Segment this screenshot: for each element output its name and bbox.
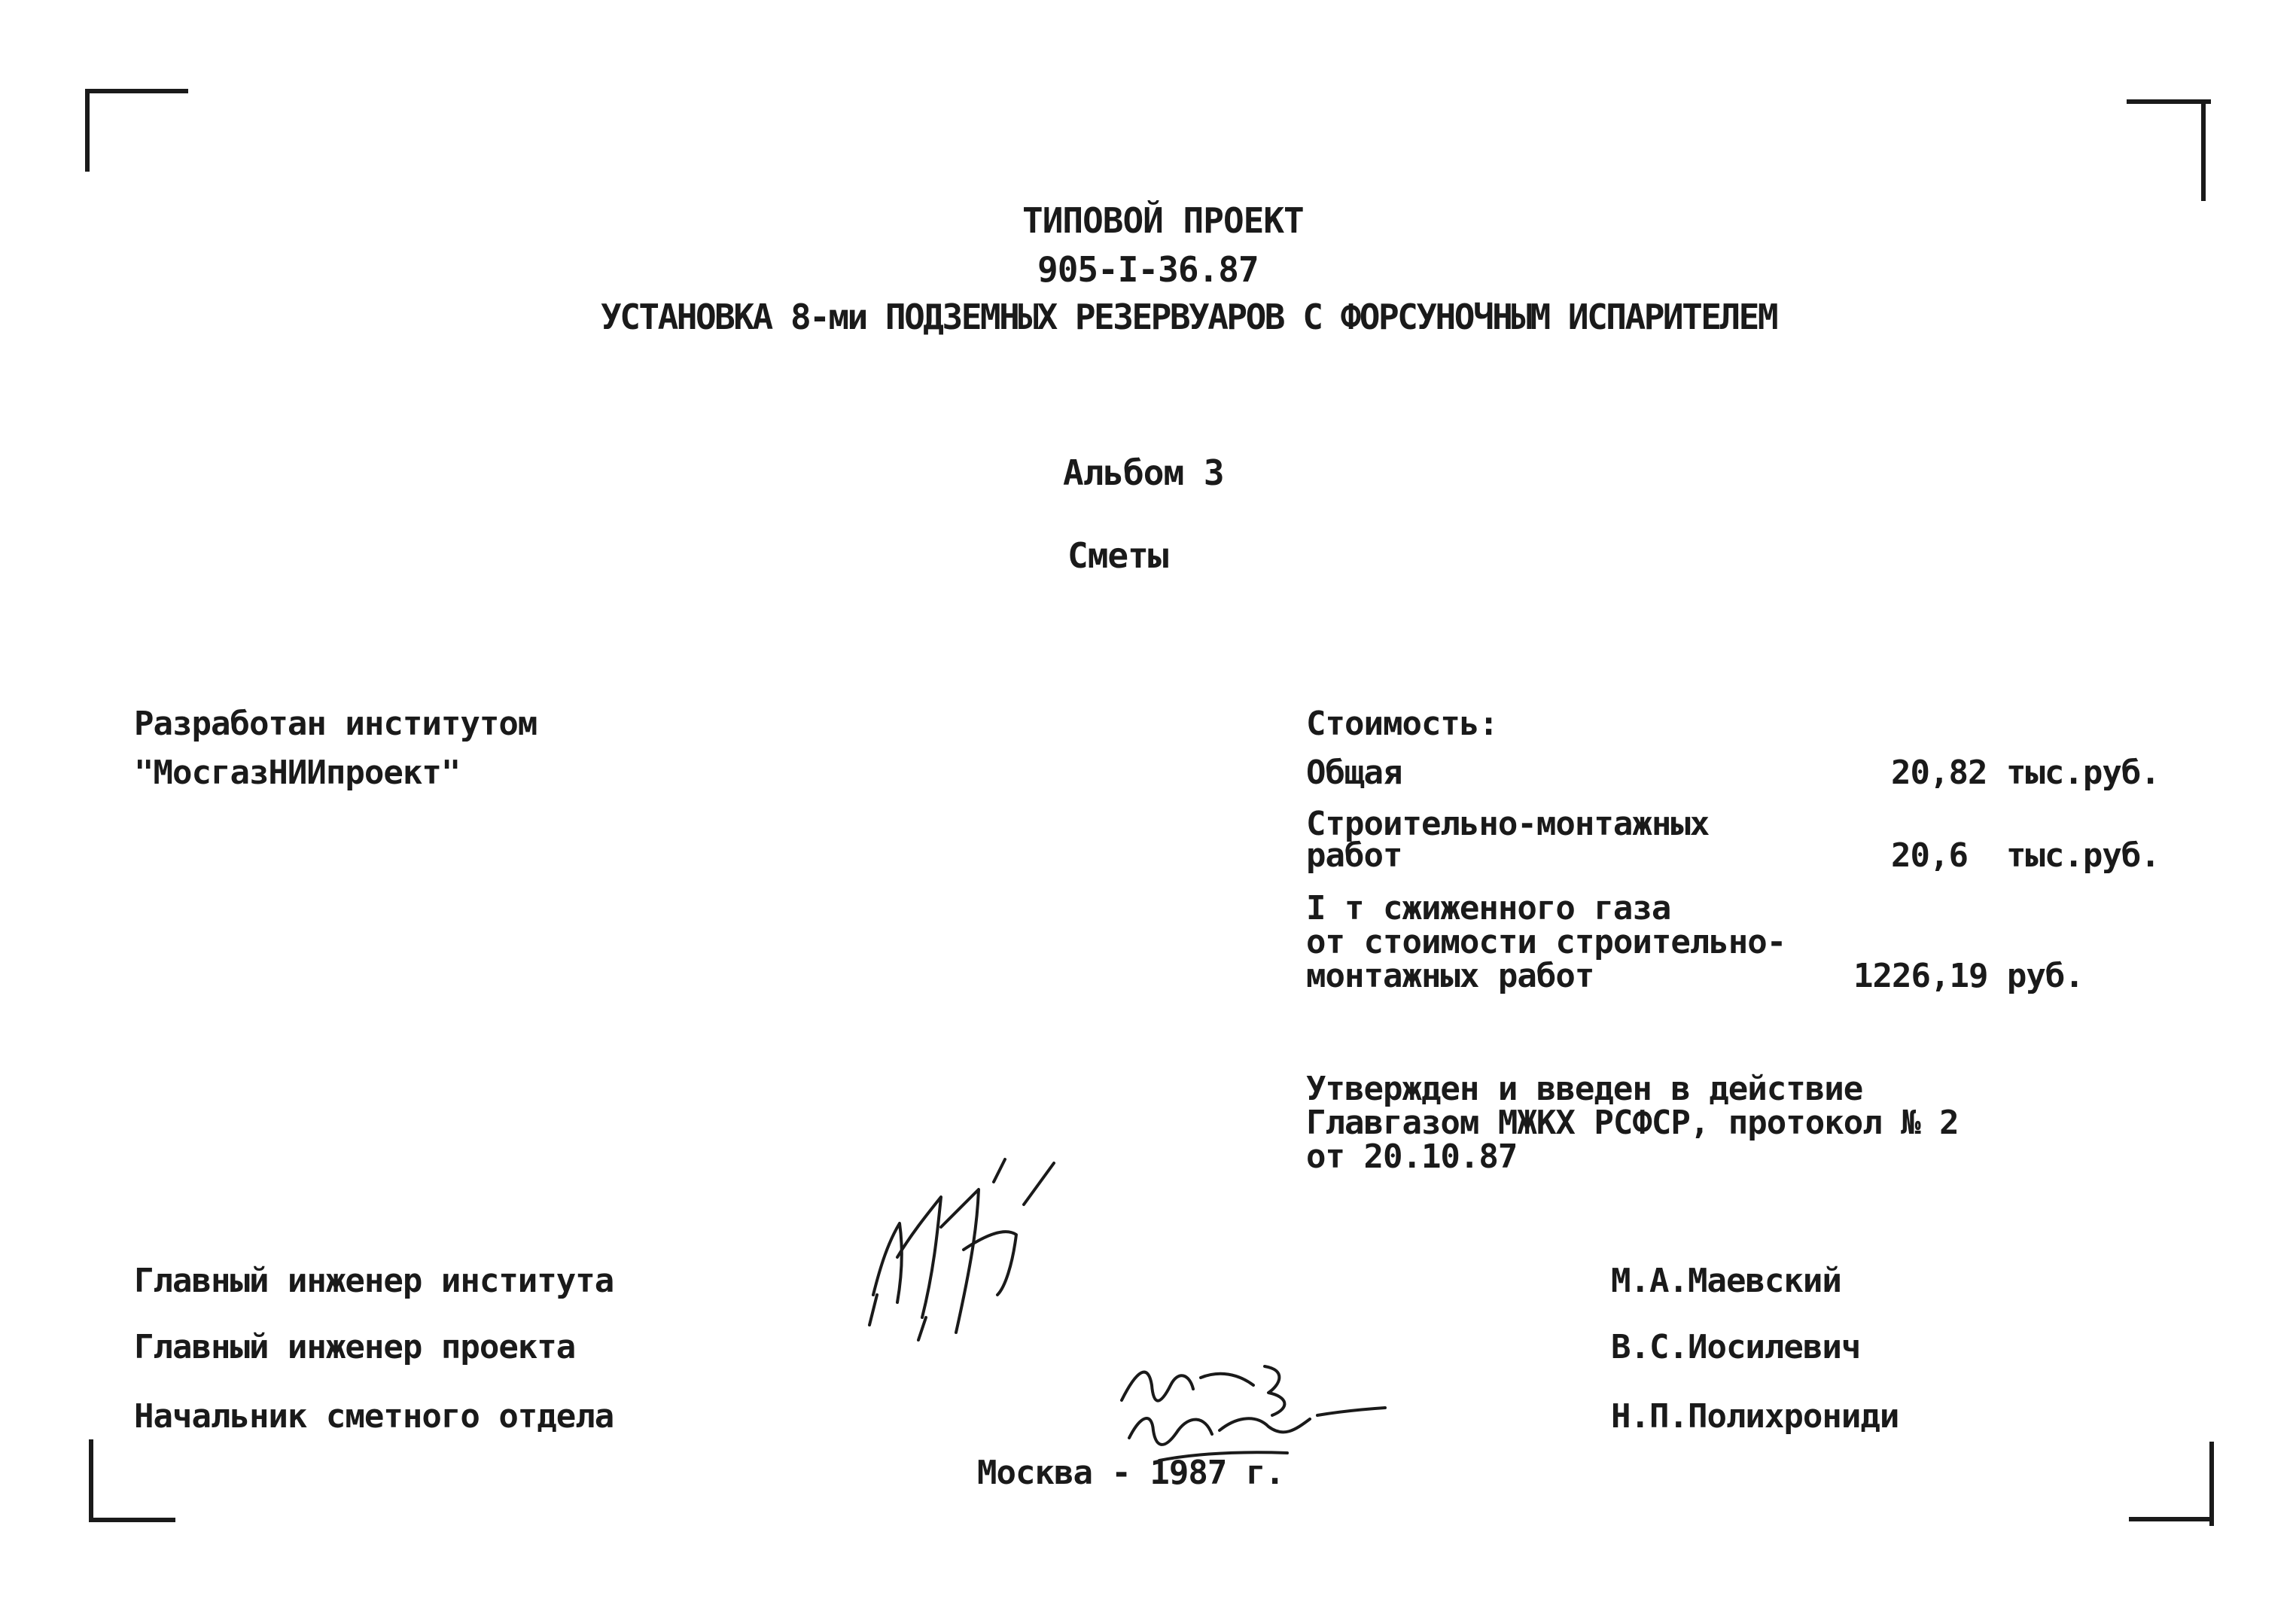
corner-mark-top-right-h: [2127, 99, 2211, 104]
corner-mark-top-left-v: [85, 89, 90, 172]
cost-total-label: Общая: [1306, 754, 1402, 792]
signatory-role-2: Главный инженер проекта: [134, 1328, 576, 1366]
signatory-role-3: Начальник сметного отдела: [134, 1397, 614, 1436]
corner-mark-bottom-right-v: [2209, 1442, 2214, 1526]
cost-per-ton-label-2: от стоимости строительно-: [1306, 923, 1786, 961]
approval-line-2: Главгазом МЖКХ РСФСР, протокол № 2: [1306, 1104, 1959, 1142]
place-and-year: Москва - 1987 г.: [977, 1454, 1284, 1492]
cost-construction-label-1: Строительно-монтажных: [1306, 805, 1710, 843]
project-title: УСТАНОВКА 8-ми ПОДЗЕМНЫХ РЕЗЕРВУАРОВ С ФОРСУНОЧНЫМ ИСПАРИТЕЛЕМ: [601, 297, 1777, 337]
cost-construction-value: 20,6 тыс.руб.: [1891, 836, 2160, 875]
approval-line-1: Утвержден и введен в действие: [1306, 1070, 1863, 1108]
cost-per-ton-value: 1226,19 руб.: [1853, 957, 2084, 995]
developer-name: "МосгазНИИпроект": [134, 754, 461, 792]
corner-mark-bottom-left-h: [89, 1518, 175, 1522]
signature-chief-engineer: [843, 1144, 1084, 1363]
developer-label: Разработан институтом: [134, 705, 537, 743]
corner-mark-bottom-right-h: [2129, 1517, 2213, 1521]
section-title: Сметы: [1067, 535, 1168, 576]
project-number: 905-I-36.87: [1037, 249, 1259, 290]
approval-line-3: от 20.10.87: [1306, 1138, 1518, 1176]
cost-per-ton-label-1: I т сжиженного газа: [1306, 889, 1671, 927]
album-number: Альбом 3: [1063, 452, 1224, 493]
cost-total-value: 20,82 тыс.руб.: [1891, 754, 2160, 792]
signatory-name-3: Н.П.Полихрониди: [1611, 1397, 1899, 1436]
signatory-name-1: М.А.Маевский: [1611, 1262, 1841, 1300]
signatory-name-2: В.С.Иосилевич: [1611, 1328, 1861, 1366]
corner-mark-top-left-h: [87, 89, 188, 93]
cost-heading: Стоимость:: [1306, 705, 1498, 743]
cost-per-ton-label-3: монтажных работ: [1306, 957, 1594, 995]
corner-mark-top-right-v: [2201, 99, 2206, 201]
doc-type-heading: ТИПОВОЙ ПРОЕКТ: [1022, 200, 1304, 241]
cost-construction-label-2: работ: [1306, 836, 1402, 875]
signatory-role-1: Главный инженер института: [134, 1262, 614, 1300]
corner-mark-bottom-left-v: [89, 1439, 93, 1522]
